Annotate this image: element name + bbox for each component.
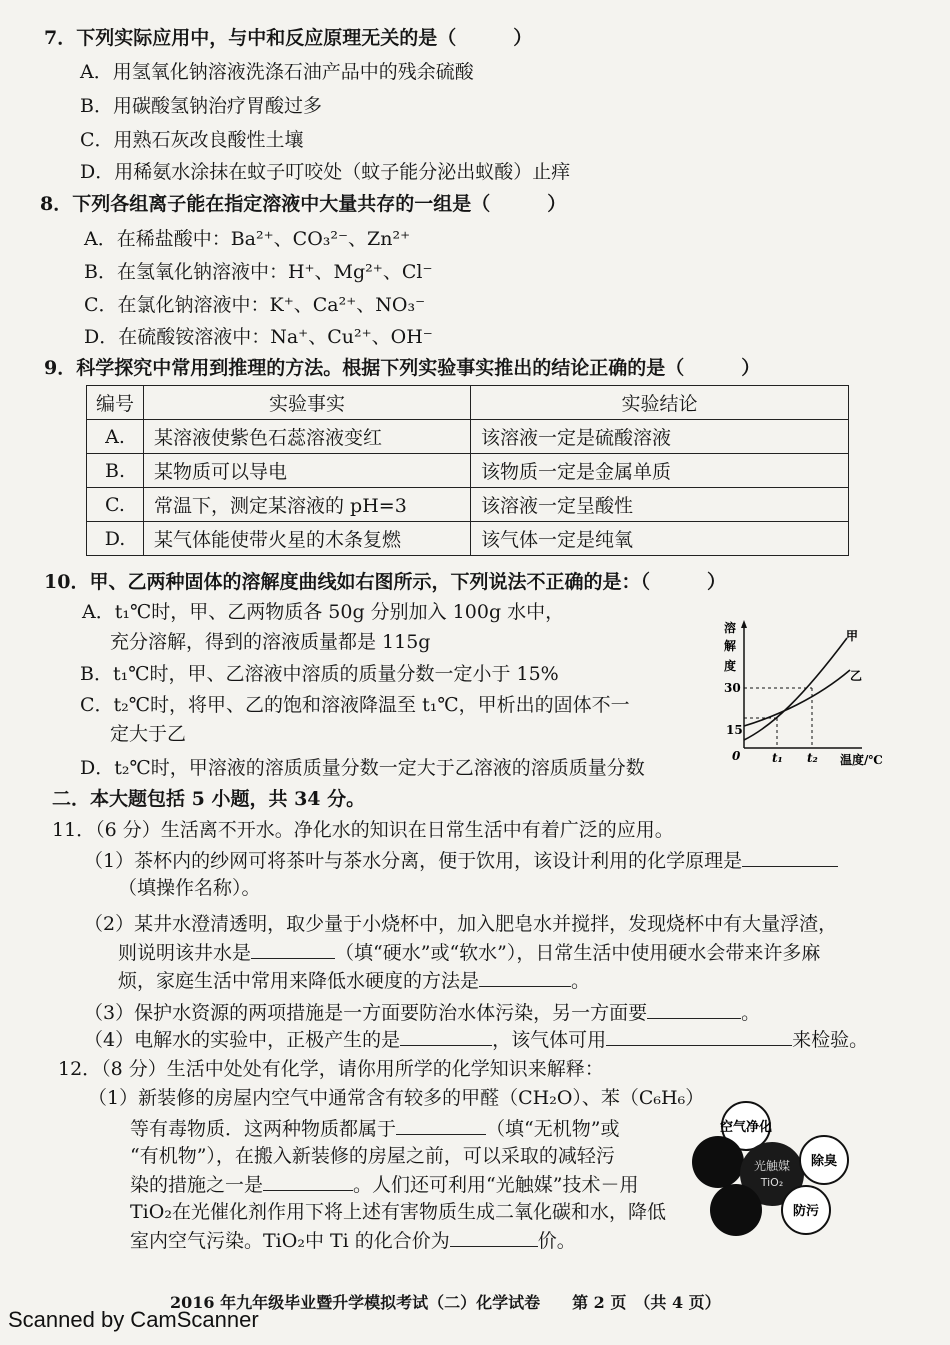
diagram-center-label: 光触媒: [753, 1159, 791, 1173]
q8-option-a: A．在稀盐酸中：Ba²⁺、CO₃²⁻、Zn²⁺: [84, 228, 411, 250]
table-header: 编号: [87, 386, 144, 420]
q12-text: 价。: [537, 1230, 576, 1252]
table-cell: 该物质一定是金属单质: [471, 454, 849, 488]
q12-stem: 12．（8 分）生活中处处有化学，请你用所学的化学知识来解释：: [58, 1058, 604, 1080]
q11-part4-text: （4）电解水的实验中，正极产生的是: [84, 1029, 401, 1051]
q12-text: 。人们还可利用“光触媒”技术－用: [353, 1174, 639, 1196]
q11-part4-text: 来检验。: [792, 1029, 869, 1051]
table-header-row: [87, 386, 849, 420]
graph-ylabel-char: 解: [724, 639, 737, 653]
q7-option-b: B．用碳酸氢钠治疗胃酸过多: [80, 95, 322, 117]
q9-stem: 9．科学探究中常用到推理的方法。根据下列实验事实推出的结论正确的是（ ）: [44, 357, 761, 379]
solubility-curve-graph: [722, 618, 892, 768]
photocatalyst-diagram: [690, 1098, 860, 1238]
q11-part2-line2: [118, 940, 820, 965]
table-row: [87, 454, 849, 488]
graph-xlabel: 温度/℃: [840, 753, 883, 767]
table-cell: C.: [87, 488, 144, 522]
q12-text: 等有毒物质．这两种物质都属于: [130, 1118, 397, 1140]
q12-line6: [130, 1228, 576, 1253]
q8-option-b: B．在氢氧化钠溶液中：H⁺、Mg²⁺、Cl⁻: [84, 261, 433, 283]
table-row: [87, 522, 849, 556]
answer-blank[interactable]: [450, 1228, 538, 1247]
table-cell: 某溶液使紫色石蕊溶液变红: [144, 420, 471, 454]
graph-ylabel-char: 度: [724, 659, 737, 673]
q10-option-b: B．t₁℃时，甲、乙溶液中溶质的质量分数一定小于 15%: [80, 663, 559, 685]
graph-t1-label: t₁: [772, 751, 783, 765]
q11-part2-line1: （2）某井水澄清透明，取少量于小烧杯中，加入肥皂水并搅拌，发现烧杯中有大量浮渣，: [84, 913, 838, 935]
q11-part1-line1: [84, 848, 838, 873]
q12-text: 室内空气污染。TiO₂中 Ti 的化合价为: [130, 1230, 450, 1252]
answer-blank[interactable]: [742, 848, 838, 867]
graph-y-arrow: [741, 620, 747, 628]
graph-curve-jia: [744, 638, 847, 740]
table-cell: 该溶液一定是硫酸溶液: [471, 420, 849, 454]
table-cell: 某物质可以导电: [144, 454, 471, 488]
q12-line3: “有机物”），在搬入新装修的房屋之前，可以采取的减轻污: [130, 1145, 615, 1167]
q12-line2: [130, 1116, 619, 1141]
q7-stem: 7．下列实际应用中，与中和反应原理无关的是（ ）: [44, 27, 533, 49]
q12-line4: [130, 1172, 638, 1197]
graph-t2-label: t₂: [807, 751, 818, 765]
q11-stem: 11．（6 分）生活离不开水。净化水的知识在日常生活中有着广泛的应用。: [52, 819, 674, 841]
q11-part2-text: 。: [571, 970, 591, 992]
q11-part4: [84, 1027, 868, 1052]
table-row: [87, 488, 849, 522]
q8-stem: 8．下列各组离子能在指定溶液中大量共存的一组是（ ）: [40, 193, 567, 215]
q12-text: 染的措施之一是: [130, 1174, 264, 1196]
circle-black-left: [692, 1136, 744, 1188]
page-footer: 2016 年九年级毕业暨升学模拟考试（二）化学试卷 第 2 页 （共 4 页）: [170, 1293, 721, 1312]
table-cell: 某气体能使带火星的木条复燃: [144, 522, 471, 556]
answer-blank[interactable]: [251, 940, 335, 959]
graph-label-jia: 甲: [846, 629, 859, 643]
q11-part2-text: 烦，家庭生活中常用来降低水硬度的方法是: [118, 970, 480, 992]
graph-origin: 0: [732, 749, 741, 763]
diagram-top-label: 空气净化: [719, 1120, 773, 1135]
answer-blank[interactable]: [396, 1116, 486, 1135]
q10-option-c-line1: C．t₂℃时，将甲、乙的饱和溶液降温至 t₁℃，甲析出的固体不一: [80, 694, 630, 716]
table-cell: 该气体一定是纯氧: [471, 522, 849, 556]
q10-stem: 10．甲、乙两种固体的溶解度曲线如右图所示，下列说法不正确的是：（ ）: [44, 571, 726, 593]
q11-part1-line2: （填操作名称）。: [118, 877, 261, 899]
q8-option-d: D．在硫酸铵溶液中：Na⁺、Cu²⁺、OH⁻: [84, 326, 433, 348]
table-header: 实验事实: [144, 386, 471, 420]
table-cell: A.: [87, 420, 144, 454]
diagram-center-formula: TiO₂: [760, 1176, 784, 1189]
diagram-bottom-right-label: 防污: [792, 1204, 820, 1219]
q11-part2-text: （填“硬水”或“软水”），日常生活中使用硬水会带来许多麻: [335, 942, 821, 964]
answer-blank[interactable]: [606, 1027, 792, 1046]
answer-blank[interactable]: [647, 1000, 741, 1019]
q12-line1: （1）新装修的房屋内空气中通常含有较多的甲醛（CH₂O）、苯（C₆H₆）: [88, 1087, 705, 1109]
section-2-heading: 二．本大题包括 5 小题，共 34 分。: [52, 788, 366, 810]
graph-label-yi: 乙: [850, 669, 863, 683]
answer-blank[interactable]: [400, 1027, 492, 1046]
graph-tick-15: 15: [726, 723, 743, 737]
q7-option-c: C．用熟石灰改良酸性土壤: [80, 129, 304, 151]
q7-option-a: A．用氢氧化钠溶液洗涤石油产品中的残余硫酸: [80, 61, 474, 83]
answer-blank[interactable]: [263, 1172, 353, 1191]
graph-ylabel-char: 溶: [724, 621, 737, 635]
graph-tick-30: 30: [724, 681, 741, 695]
q11-part2-text: 则说明该井水是: [118, 942, 252, 964]
q11-part3: [84, 1000, 760, 1025]
q10-option-a-line1: A．t₁℃时，甲、乙两物质各 50g 分别加入 100g 水中，: [82, 601, 565, 623]
q11-part2-line3: [118, 968, 590, 993]
q10-option-c-line2: 定大于乙: [110, 723, 187, 745]
q8-option-c: C．在氯化钠溶液中：K⁺、Ca²⁺、NO₃⁻: [84, 294, 426, 316]
q11-part3-text: 。: [741, 1002, 761, 1024]
table-cell: 该溶液一定呈酸性: [471, 488, 849, 522]
diagram-right-label: 除臭: [810, 1154, 838, 1169]
q11-part4-text: ，该气体可用: [492, 1029, 607, 1051]
circle-black-bottom: [710, 1184, 762, 1236]
table-header: 实验结论: [471, 386, 849, 420]
q11-part3-text: （3）保护水资源的两项措施是一方面要防治水体污染，另一方面要: [84, 1002, 648, 1024]
q10-option-a-line2: 充分溶解，得到的溶液质量都是 115g: [110, 631, 431, 653]
q11-part1-text: （1）茶杯内的纱网可将茶叶与茶水分离，便于饮用，该设计利用的化学原理是: [84, 850, 743, 872]
camscanner-watermark: Scanned by CamScanner: [8, 1307, 259, 1332]
q9-table: [86, 385, 849, 556]
table-cell: 常温下，测定某溶液的 pH=3: [144, 488, 471, 522]
table-cell: D.: [87, 522, 144, 556]
table-row: [87, 420, 849, 454]
q10-option-d: D．t₂℃时，甲溶液的溶质质量分数一定大于乙溶液的溶质质量分数: [80, 757, 645, 779]
q12-text: （填“无机物”或: [486, 1118, 620, 1140]
answer-blank[interactable]: [479, 968, 571, 987]
table-cell: B.: [87, 454, 144, 488]
q12-line5: TiO₂在光催化剂作用下将上述有害物质生成二氧化碳和水，降低: [130, 1201, 666, 1223]
q7-option-d: D．用稀氨水涂抹在蚊子叮咬处（蚊子能分泌出蚁酸）止痒: [80, 161, 571, 183]
